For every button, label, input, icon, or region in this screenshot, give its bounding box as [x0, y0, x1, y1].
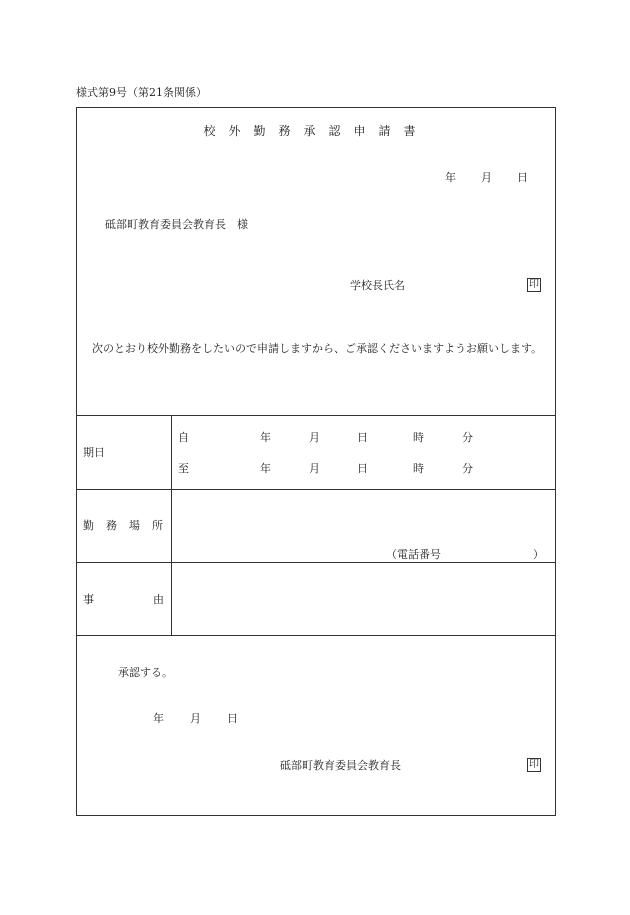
- period-label: [83, 447, 163, 458]
- divider-location-top: [76, 489, 556, 490]
- approval-text: 承認する。: [118, 666, 173, 679]
- request-text: 次のとおり校外勤務をしたいので申請しますから、ご承認くださいますようお願いします。: [92, 342, 543, 355]
- period-from-minute: 分: [462, 431, 473, 444]
- approval-date-day: 日: [227, 712, 238, 725]
- phone-number-label: （電話番号: [386, 548, 441, 561]
- period-from-hour: 時: [413, 431, 424, 444]
- period-to-day: 日: [357, 462, 368, 475]
- period-label-text: 期日: [83, 446, 105, 459]
- date-day-label: 日: [517, 171, 528, 184]
- approval-date-year: 年: [153, 712, 164, 725]
- document-title: 校外勤務承認申請書: [203, 124, 429, 138]
- form-number-label: 様式第9号（第21条関係）: [76, 86, 207, 99]
- period-from-year: 年: [260, 431, 271, 444]
- period-from-day: 日: [357, 431, 368, 444]
- date-year-label: 年: [445, 171, 456, 184]
- phone-number-close: ）: [533, 548, 544, 561]
- seal-mark: 印: [529, 279, 539, 290]
- period-from-month: 月: [309, 431, 320, 444]
- reason-label: [83, 593, 223, 606]
- divider-approval-top: [76, 635, 556, 636]
- divider-reason-top: [76, 562, 556, 563]
- applicant-seal: [527, 278, 541, 292]
- location-label-text: 勤務場所: [83, 519, 175, 532]
- period-to-marker: 至: [178, 462, 189, 475]
- approval-date-month: 月: [190, 712, 201, 725]
- approver-seal-mark: 印: [529, 759, 539, 770]
- period-to-month: 月: [309, 462, 320, 475]
- period-to-hour: 時: [413, 462, 424, 475]
- reason-label-text: 事由: [83, 593, 223, 606]
- period-from-marker: 自: [178, 431, 189, 444]
- addressee: 砥部町教育委員会教育長 様: [105, 218, 248, 231]
- period-to-minute: 分: [462, 462, 473, 475]
- divider-period-top: [76, 415, 556, 416]
- period-to-year: 年: [260, 462, 271, 475]
- applicant-name-label: 学校長氏名: [350, 279, 405, 292]
- date-month-label: 月: [481, 171, 492, 184]
- approver-title: 砥部町教育委員会教育長: [280, 759, 401, 772]
- location-label: [83, 519, 175, 532]
- approver-seal: [527, 758, 541, 772]
